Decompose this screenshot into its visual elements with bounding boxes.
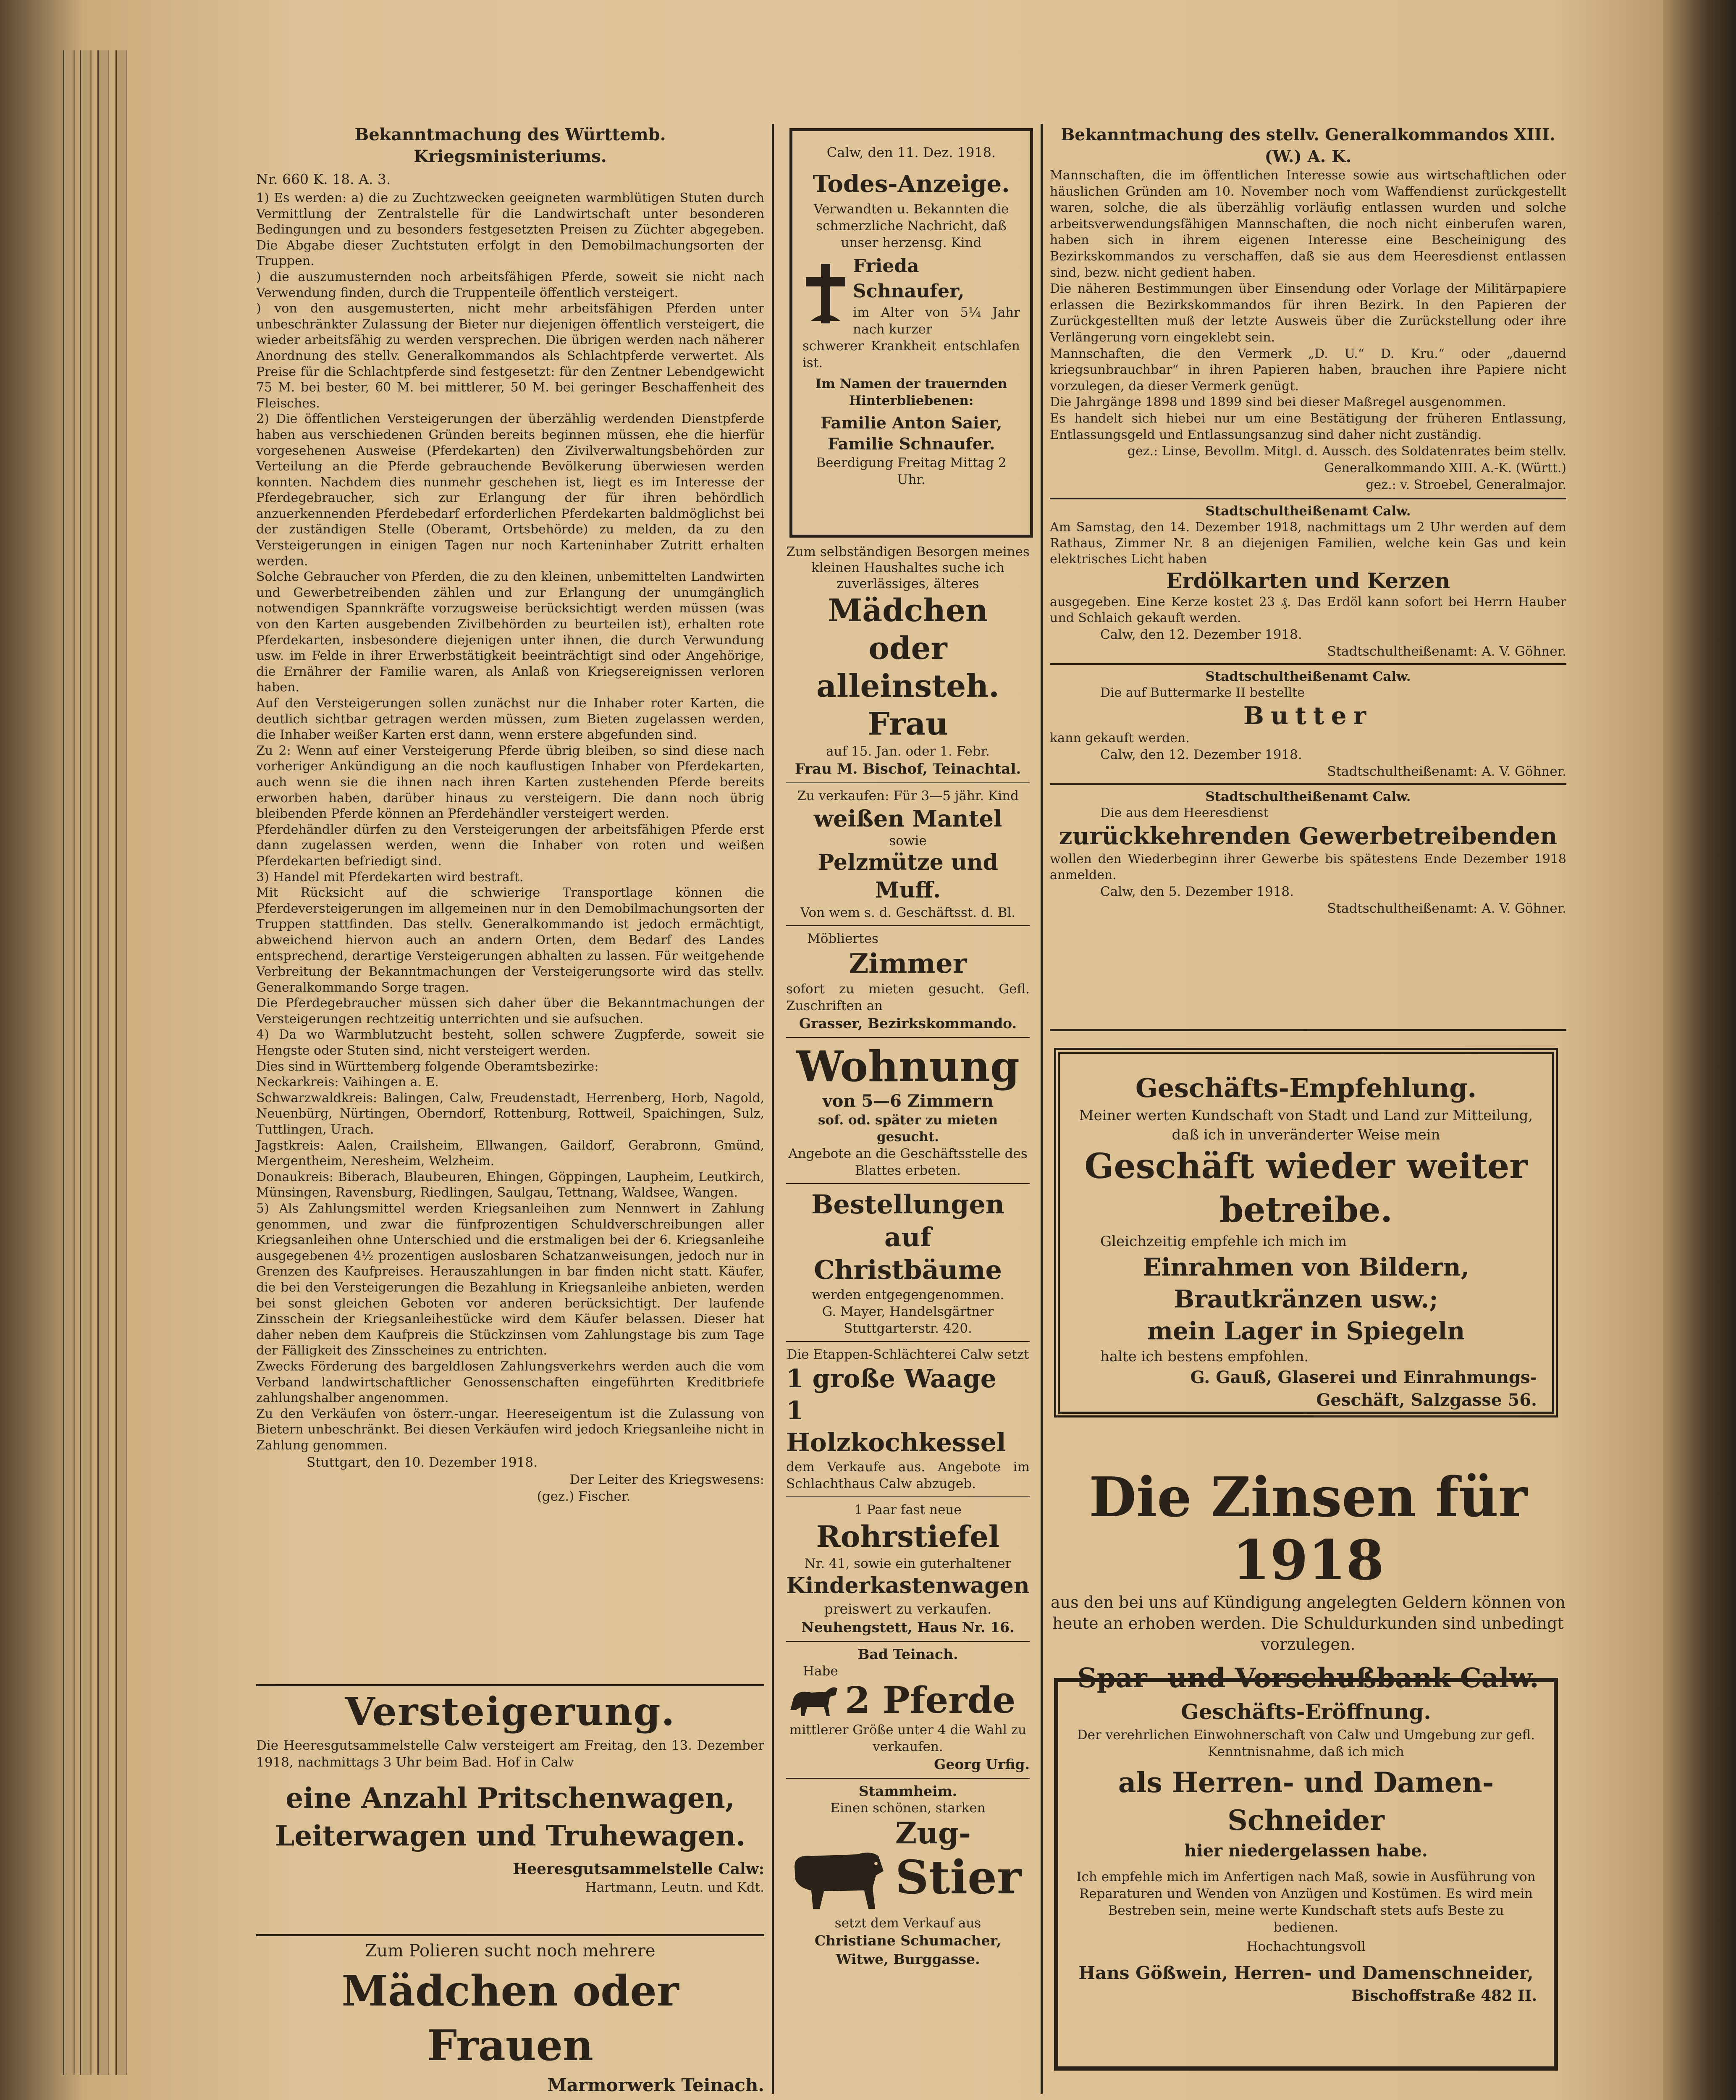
paragraph: Donaukreis: Biberach, Blaubeuren, Ehingen, Göppingen, Laupheim, Leutkirch, Münsingen, Ravensburg, Riedlingen, Saulgau, Tettnang, Waldsee, Wangen. xyxy=(256,1169,764,1200)
notice-1-text: Am Samstag, den 14. Dezember 1918, nachmittags um 2 Uhr werden auf dem Rathaus, Zimmer Nr. 8 an diejenigen Familien, welche kein Gas und kein elektrisches Licht haben xyxy=(1050,520,1566,567)
trees-contact: G. Mayer, Handelsgärtner Stuttgarterstr. 420. xyxy=(822,1304,994,1336)
business-opening-ad xyxy=(1054,1678,1558,2071)
recommendation-intro: Meiner werten Kundschaft von Stadt und Land zur Mitteilung, daß ich in unveränderter Weise mein xyxy=(1079,1107,1533,1143)
proclamation-column xyxy=(256,124,764,1686)
opening-regards: Hochachtungsvoll xyxy=(1246,1939,1366,1954)
horse-icon xyxy=(786,1681,845,1720)
page-edges xyxy=(63,50,75,2075)
horses-seller: Georg Urfig. xyxy=(934,1756,1030,1772)
housekeeper-intro: Zum selbständigen Besorgen meines kleinen Haushaltes suche ich zuverlässiges, älteres xyxy=(786,544,1030,591)
paragraph: Solche Gebraucher von Pferden, die zu den kleinen, unbemittelten Landwirten und Gewerbetreibenden zählen und zur Erlangung der unumgänglich notwendigen Spannkräfte vorzugsweise berücksichtigt werden müssen (was von den Karten ausgebenden Zivilbehörden zu beurteilen ist), erhalten rote Pferdekarten, insbesondere diejenigen unter ihnen, die durch Verwundung usw. im Felde in ihrer Erwerbstätigkeit beeinträchtigt sind oder Angehörige, die Ernährer der Familie waren, als Anlaß von Kriegsereignissen verloren haben. xyxy=(256,570,764,695)
coat-and: sowie xyxy=(889,833,927,848)
divider xyxy=(786,1341,1030,1342)
death-notice-title: Todes-Anzeige. xyxy=(813,170,1010,198)
notice-3-text: Die aus dem Heeresdienst xyxy=(1100,806,1269,821)
marble-works-ad xyxy=(256,1938,764,2095)
proclamation-date: Stuttgart, den 10. Dezember 1918. xyxy=(307,1454,538,1470)
divider xyxy=(786,782,1030,783)
paragraph: Jagstkreis: Aalen, Crailsheim, Ellwangen, Gaildorf, Gerabronn, Gmünd, Mergentheim, Neresheim, Welzheim. xyxy=(256,1138,764,1169)
bull-headline-2: Stier xyxy=(895,1850,1021,1904)
recommendation-mirrors: mein Lager in Spiegeln xyxy=(1147,1317,1465,1345)
housekeeper-headline: Mädchen oder alleinsteh. Frau xyxy=(816,593,999,742)
binding-gutter xyxy=(1663,0,1736,2100)
paragraph: 4) Da wo Warmblutzucht besteht, sollen schwere Zugpferde, soweit sie Hengste oder Stuten sind, nicht versteigert werden. xyxy=(256,1027,764,1058)
opening-text: Ich empfehle mich im Anfertigen nach Maß, sowie in Ausführung von Reparaturen und Wenden von Anzügen und Kostümen. Es wird mein Bestreben sein, meine werte Kundschaft stets aufs Beste zu bedienen. xyxy=(1076,1869,1536,1935)
paragraph: Auf den Versteigerungen sollen zunächst nur die Inhaber roter Karten, die deutlich sichtbar getragen werden müssen, zum Bieten zugelassen werden, die Inhaber weißer Karten erst dann, wenn erstere abgefunden sind. xyxy=(256,696,764,743)
recommendation-address: Geschäft, Salzgasse 56. xyxy=(1316,1390,1537,1410)
mayor-office-2: Stadtschultheißenamt Calw. xyxy=(1205,669,1411,685)
horses-text: mittlerer Größe unter 4 die Wahl zu verkaufen. xyxy=(789,1722,1027,1754)
paragraph: Die näheren Bestimmungen über Einsendung oder Vorlage der Militärpapiere erlassen die Bezirkskommandos für ihren Bezirk. In den Papieren der Zurückgestellten muß der letzte Ausweis über die Zurückstellung oder ihre Verlängerung vorn eingeklebt sein. xyxy=(1050,281,1566,345)
death-notice-family-2: Familie Schnaufer. xyxy=(827,434,995,453)
coat-source: Von wem s. d. Geschäftsst. d. Bl. xyxy=(800,905,1016,920)
room-contact: Grasser, Bezirkskommando. xyxy=(799,1015,1017,1032)
paragraph: 5) Als Zahlungsmittel werden Kriegsanleihen zum Nennwert in Zahlung genommen, und zwar die fünfprozentigen Schuldverschreibungen aller Kriegsanleihen ohne Unterschied und die erstmaligen bei der 6. Kriegsanleihe ausgegebenen 4½ prozentigen auslosbaren Schatzanweisungen, jedoch nur in Grenzen des Kaufpreises. Herauszahlungen in bar finden nicht statt. Käufer, die bei den Versteigerungen die Bezahlung in Kriegsanleihe anbieten, werden bei sonst gleichen Geboten vor anderen berücksichtigt. Der laufende Zinsschein der Kriegsanleihestücke wird dem Käufer belassen. Dieser hat daher neben dem Kaufpreis die Stückzinsen vom Zahlungstage bis zum Tage der Fälligkeit des Zinsscheines zu entrichten. xyxy=(256,1201,764,1358)
death-notice-cause: schwerer Krankheit entschlafen ist. xyxy=(802,339,1020,370)
paragraph: Schwarzwaldkreis: Balingen, Calw, Freudenstadt, Herrenberg, Horb, Nagold, Neuenbürg, Nürtingen, Oberndorf, Rottenburg, Rottweil, Spaichingen, Sulz, Tuttlingen, Urach. xyxy=(256,1090,764,1137)
command-signer-2: gez.: v. Stroebel, Generalmajor. xyxy=(1366,478,1566,493)
column-rule xyxy=(772,124,774,2094)
divider xyxy=(1050,1029,1566,1031)
notice-3-text-2: wollen den Wiederbeginn ihrer Gewerbe bis spätestens Ende Dezember 1918 anmelden. xyxy=(1050,852,1566,883)
notice-1-text-2: ausgegeben. Eine Kerze kostet 23 ₰. Das Erdöl kann sofort bei Herrn Hauber und Schlaich gekauft werden. xyxy=(1050,595,1566,626)
proclamation-signer: Der Leiter des Kriegswesens: xyxy=(569,1472,764,1487)
trees-accepted: werden entgegengenommen. xyxy=(811,1287,1004,1302)
recommendation-also: Gleichzeitig empfehle ich mich im xyxy=(1100,1233,1347,1250)
housekeeper-date: auf 15. Jan. oder 1. Febr. xyxy=(826,744,990,759)
bull-intro: Einen schönen, starken xyxy=(830,1801,986,1816)
paragraph: Mit Rücksicht auf die schwierige Transportlage können die Pferdeversteigerungen im allgemeinen nur in den Demobilmachungsorten der Truppen stattfinden. Das stellv. Generalkommando ist jedoch ermächtigt, abweichend hiervon auch an andern Orten, dem Bedarf des Landes entsprechend, derartige Versteigerungen abhalten zu lassen. Für weitgehende Verbreitung der Bekanntmachungen der Versteigerungsorte wird das stellv. Generalkommando Sorge tragen. xyxy=(256,885,764,995)
bull-text: setzt dem Verkauf aus xyxy=(834,1916,981,1931)
bull-headline: Zug- xyxy=(895,1816,971,1851)
interest-text: aus den bei uns auf Kündigung angelegten Geldern können von heute an erhoben werden. Die Schuldurkunden sind unbedingt vorzulegen. xyxy=(1050,1593,1566,1654)
marble-headline: Mädchen oder Frauen xyxy=(341,1966,679,2070)
recommendation-closing: halte ich bestens empfohlen. xyxy=(1100,1348,1309,1365)
notice-2-text: Die auf Buttermarke II bestellte xyxy=(1100,685,1305,701)
deceased-age: im Alter von 5¼ Jahr nach kurzer xyxy=(853,305,1020,337)
notice-2-headline: Butter xyxy=(1243,701,1373,730)
divider xyxy=(786,1641,1030,1642)
opening-settled: hier niedergelassen habe. xyxy=(1184,1841,1428,1861)
paragraph: ) die auszumusternden noch arbeitsfähigen Pferde, soweit sie nicht nach Verwendung finden, durch die Truppenteile öffentlich versteigert. xyxy=(256,269,764,300)
page-edges xyxy=(97,50,109,2075)
bank-name: Spar- und Vorschußbank Calw. xyxy=(1077,1662,1539,1694)
apartment-size: von 5—6 Zimmern xyxy=(822,1091,994,1111)
paragraph: Mannschaften, die den Vermerk „D. U.“ D. Kru.“ oder „dauernd kriegsunbrauchbar“ in ihren Papieren haben, brauchen ihre Papiere nicht vorzulegen, da dieser Vermerk genügt. xyxy=(1050,346,1566,394)
marble-intro: Zum Polieren sucht noch mehrere xyxy=(365,1941,656,1961)
stroller-headline: Kinderkastenwagen xyxy=(786,1573,1030,1599)
divider xyxy=(1050,663,1566,665)
trees-headline: Bestellungen auf xyxy=(811,1189,1004,1252)
recommendation-firm: G. Gauß, Glaserei und Einrahmungs- xyxy=(1190,1368,1537,1387)
housekeeper-contact: Frau M. Bischof, Teinachtal. xyxy=(795,761,1021,777)
notice-2-text-2: kann gekauft werden. xyxy=(1050,731,1190,746)
interest-headline: Die Zinsen für 1918 xyxy=(1089,1465,1527,1592)
business-recommendation-ad xyxy=(1054,1048,1558,1418)
paragraph: 3) Handel mit Pferdekarten wird bestraft. xyxy=(256,869,524,885)
apartment-headline: Wohnung xyxy=(796,1042,1020,1091)
command-title: Bekanntmachung des stellv. Generalkommandos XIII. (W.) A. K. xyxy=(1061,125,1555,166)
divider xyxy=(1050,498,1566,499)
bull-icon xyxy=(786,1816,895,1915)
apartment-when: sof. od. später zu mieten gesucht. xyxy=(818,1113,998,1144)
opening-address: Bischoffstraße 482 II. xyxy=(1351,1987,1537,2005)
horses-headline: 2 Pferde xyxy=(845,1679,1016,1722)
boots-extra: Nr. 41, sowie ein guterhaltener xyxy=(804,1556,1012,1571)
opening-tailor: Hans Gößwein, Herren- und Damenschneider, xyxy=(1078,1963,1534,1983)
horses-place: Bad Teinach. xyxy=(858,1646,958,1662)
paragraph: 2) Die öffentlichen Versteigerungen der überzählig werdenden Dienstpferde haben aus verschiedenen Gründen bereits beginnen müssen, ehe die hierfür vorgesehenen Ausweise (Pferdekarten) den Zivilverwaltungsbehörden zur Verteilung an die Pferde gebrauchende Bevölkerung überwiesen werden konnten. Nachdem dies nunmehr geschehen ist, liegt es im Interesse der Pferdegebraucher, sich zur Erlangung der für ihren behördlich anzuerkennenden Pferdebedarf erforderlichen Pferdekarten baldmöglichst bei der zuständigen Stelle (Oberamt, Ortsbehörde) zu melden, da zu den Versteigerungen in einigen Tagen nur noch Karteninhaber Zutritt erhalten werden. xyxy=(256,412,764,569)
horses-intro: Habe xyxy=(803,1664,838,1679)
paragraph: Es handelt sich hiebei nur um eine Bestätigung der früheren Entlassung, Entlassungsgeld und Entlassungsanzug sind daher nicht zuständig. xyxy=(1050,411,1566,442)
bull-address: Witwe, Burggasse. xyxy=(836,1951,980,1967)
room-text: sofort zu mieten gesucht. Gefl. Zuschriften an xyxy=(786,982,1030,1013)
divider xyxy=(786,1496,1030,1497)
page-edges xyxy=(115,50,127,2075)
butcher-text: dem Verkaufe aus. Angebote im Schlachthaus Calw abzugeb. xyxy=(786,1460,1030,1491)
coat-intro: Zu verkaufen: Für 3—5 jähr. Kind xyxy=(797,788,1019,803)
room-intro: Möbliertes xyxy=(807,931,878,946)
auction-item-1: eine Anzahl Pritschenwagen, xyxy=(286,1782,735,1814)
recommendation-service: Einrahmen von Bildern, Brautkränzen usw.; xyxy=(1143,1253,1469,1313)
notice-3-date: Calw, den 5. Dezember 1918. xyxy=(1100,884,1294,900)
marble-company: Marmorwerk Teinach. xyxy=(547,2075,764,2095)
paragraph: Zwecks Förderung des bargeldlosen Zahlungsverkehrs werden auch die vom Verband landwirtschaftlicher Genossenschaften eingeführten Kreditbriefe zahlungshalber angenommen. xyxy=(256,1359,764,1406)
divider xyxy=(256,1934,764,1936)
bull-seller: Christiane Schumacher, xyxy=(814,1932,1002,1949)
notice-1-date: Calw, den 12. Dezember 1918. xyxy=(1100,627,1302,643)
auction-org: Heeresgutsammelstelle Calw: xyxy=(513,1860,764,1878)
auction-text: Die Heeresgutsammelstelle Calw versteigert am Freitag, den 13. Dezember 1918, nachmittags 3 Uhr beim Bad. Hof in Calw xyxy=(256,1738,764,1770)
notice-1-signer: Stadtschultheißenamt: A. V. Göhner. xyxy=(1327,644,1566,659)
cross-icon xyxy=(802,254,853,338)
butcher-intro: Die Etappen-Schlächterei Calw setzt xyxy=(787,1347,1029,1362)
room-headline: Zimmer xyxy=(849,948,967,979)
auction-title: Versteigerung. xyxy=(345,1689,676,1734)
divider xyxy=(786,1778,1030,1779)
death-notice-intro: Verwandten u. Bekannten die schmerzliche Nachricht, daß unser herzensg. Kind xyxy=(813,202,1009,250)
divider xyxy=(1050,783,1566,785)
death-notice-dateline: Calw, den 11. Dez. 1918. xyxy=(826,144,996,160)
paragraph: 1) Es werden: a) die zu Zuchtzwecken geeigneten warmblütigen Stuten durch Vermittlung der Zentralstelle für die Landwirtschaft unter besonderen Bedingungen und zu besonders festgesetzten Preisen zu Züchter abgegeben. Die Abgabe dieser Zuchtstuten erfolgt in den Demobilmachungsorten der Truppen. xyxy=(256,191,764,269)
divider xyxy=(786,1183,1030,1184)
bull-place: Stammheim. xyxy=(858,1783,957,1799)
paragraph: ) von den ausgemusterten, nicht mehr arbeitsfähigen Pferden unter unbeschränkter Zulassung der Bieter nur diejenigen öffentlich versteigert, die wieder arbeitsfähig zu werden versprechen. Die übrigen werden nach näherer Anordnung des stellv. Generalkommandos als Schlachtpferde verwertet. Als Preise für die Schlachtpferde sind festgesetzt: für den Zentner Lebendgewicht 75 M. bei bester, 60 M. bei mittlerer, 50 M. bei geringer Beschaffenheit des Fleisches. xyxy=(256,301,764,411)
notice-3-signer: Stadtschultheißenamt: A. V. Göhner. xyxy=(1327,901,1566,916)
apartment-offers: Angebote an die Geschäftsstelle des Blattes erbeten. xyxy=(788,1146,1028,1178)
paragraph: Pferdehändler dürfen zu den Versteigerungen der arbeitsfähigen Pferde erst dann zugelassen werden, wenn die Inhaber von roten und weißen Pferdekarten befriedigt sind. xyxy=(256,822,764,869)
stroller-address: Neuhengstett, Haus Nr. 16. xyxy=(801,1619,1015,1635)
paragraph: Zu den Verkäufen von österr.-ungar. Heereseigentum ist die Zulassung von Bietern unbeschränkt. Bei diesen Verkäufen wird jedoch Kriegsanleihe nicht in Zahlung genommen. xyxy=(256,1406,764,1453)
notice-2-date: Calw, den 12. Dezember 1918. xyxy=(1100,747,1302,763)
butcher-item-2: 1 Holzkochkessel xyxy=(786,1396,1006,1457)
trees-headline-2: Christbäume xyxy=(814,1255,1002,1285)
notice-3-headline: zurückkehrenden Gewerbetreibenden xyxy=(1059,822,1558,850)
death-notice-family-1: Familie Anton Saier, xyxy=(820,413,1002,432)
official-notices-column xyxy=(1050,124,1566,1031)
classifieds-column xyxy=(782,544,1034,2094)
paragraph: Neckarkreis: Vaihingen a. E. xyxy=(256,1075,439,1090)
mayor-office-1: Stadtschultheißenamt Calw. xyxy=(1205,504,1411,519)
death-notice xyxy=(789,128,1033,538)
divider xyxy=(256,1684,764,1686)
column-rule xyxy=(1041,124,1043,2094)
coat-headline: weißen Mantel xyxy=(813,805,1002,832)
boots-headline: Rohrstiefel xyxy=(816,1519,1000,1554)
opening-intro: Der verehrlichen Einwohnerschaft von Calw und Umgebung zur gefl. Kenntnisnahme, daß ich mich xyxy=(1077,1727,1535,1759)
coat-items: Pelzmütze und Muff. xyxy=(818,850,998,903)
divider xyxy=(786,925,1030,926)
command-signer-1: gez.: Linse, Bevollm. Mitgl. d. Aussch. des Soldatenrates beim stellv. Generalkommando XIII. A.-K. (Württ.) xyxy=(1127,444,1566,476)
recommendation-title: Geschäfts-Empfehlung. xyxy=(1135,1073,1477,1103)
auction-item-2: Leiterwagen und Truhewagen. xyxy=(275,1819,746,1852)
death-notice-mourners-intro: Im Namen der trauernden Hinterbliebenen: xyxy=(815,376,1007,408)
page-edges xyxy=(80,50,92,2075)
paragraph: Dies sind in Württemberg folgende Oberamtsbezirke: xyxy=(256,1059,599,1074)
opening-headline: als Herren- und Damen-Schneider xyxy=(1118,1766,1494,1837)
death-notice-funeral: Beerdigung Freitag Mittag 2 Uhr. xyxy=(816,455,1007,487)
auction-ad xyxy=(256,1688,764,1928)
divider xyxy=(786,1037,1030,1038)
paragraph: Die Pferdegebraucher müssen sich daher über die Bekanntmachungen der Versteigerungen rechtzeitig unterrichten und sie aufsuchen. xyxy=(256,996,764,1026)
recommendation-headline: Geschäft wieder weiter betreibe. xyxy=(1084,1146,1528,1230)
proclamation-signature: (gez.) Fischer. xyxy=(537,1488,631,1504)
deceased-name: Frieda Schnaufer, xyxy=(853,255,965,302)
opening-title: Geschäfts-Eröffnung. xyxy=(1181,1699,1431,1724)
notice-2-signer: Stadtschultheißenamt: A. V. Göhner. xyxy=(1327,764,1566,780)
butcher-item-1: 1 große Waage xyxy=(786,1364,996,1394)
paragraph: Die Jahrgänge 1898 und 1899 sind bei dieser Maßregel ausgenommen. xyxy=(1050,395,1506,410)
proclamation-number: Nr. 660 K. 18. A. 3. xyxy=(256,171,391,187)
auction-contact: Hartmann, Leutn. und Kdt. xyxy=(585,1880,764,1895)
mayor-office-3: Stadtschultheißenamt Calw. xyxy=(1205,789,1411,805)
proclamation-title: Bekanntmachung des Württemb. Kriegsministeriums. xyxy=(354,125,666,166)
bank-interest-ad xyxy=(1050,1465,1566,1694)
notice-1-headline: Erdölkarten und Kerzen xyxy=(1166,568,1450,593)
stroller-price: preiswert zu verkaufen. xyxy=(824,1601,992,1617)
paragraph: Zu 2: Wenn auf einer Versteigerung Pferde übrig bleiben, so sind diese nach vorheriger Ankündigung an die noch kauflustigen Inhaber von Pferdekarten, auch wenn sie die ihnen nach ihren Karten zustehenden Pferde bereits erworben haben, darüber hinaus zu versteigern. Die dann noch übrig bleibenden Pferde können an Pferdehändler versteigert werden. xyxy=(256,743,764,822)
boots-intro: 1 Paar fast neue xyxy=(854,1502,962,1517)
paragraph: Mannschaften, die im öffentlichen Interesse sowie aus wirtschaftlichen oder häuslichen Gründen am 10. November noch vom Waffendienst zurückgestellt waren, solche, die als überzählig vorläufig entlassen wurden und solche arbeitsverwendungsfähigen Mannschaften, die noch nicht einberufen waren, haben sich in ihrem eigenen Interesse eine Bescheinigung des Bezirkskommandos zu verschaffen, daß sie aus dem Heeresdienst entlassen sind, bezw. nicht gedient haben. xyxy=(1050,168,1566,280)
